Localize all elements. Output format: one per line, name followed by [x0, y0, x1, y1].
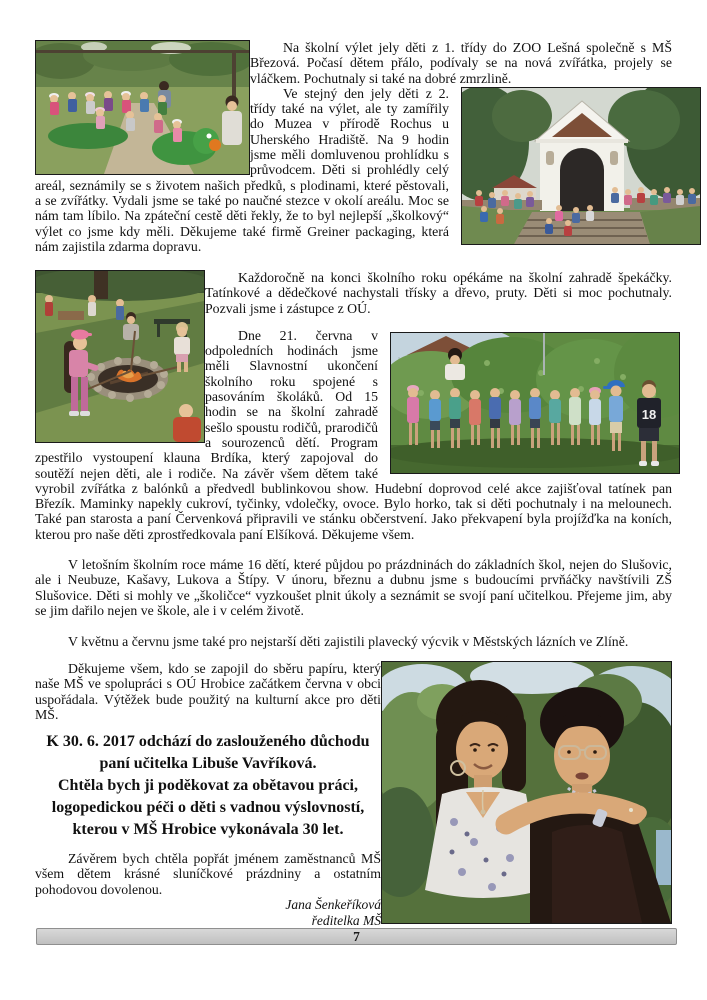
campfire-photo — [35, 270, 205, 443]
article-farewell — [35, 655, 672, 928]
article-garden-events — [35, 270, 672, 542]
chapel-steps-photo — [461, 87, 701, 245]
signature-name: Jana Šenkeříková — [285, 897, 381, 913]
signature-title: ředitelka MŠ — [311, 912, 381, 928]
paragraph-school-leavers: V letošním školním roce máme 16 dětí, které půjdou po prázdninách do základních škol, nejen do Slušovic, ale i Neubuze, Kašavy, Lukova a Štípy. V únoru, březnu a dubnu jsme s budoucími prvňáčky navštívili ZŠ Slušovice. Děti si mohly ve „školičce“ vyzkoušet plnit úkoly a seznámit se svojí paní učitelkou. Přejeme jim, aby se jim dařilo nejen ve škole, ale i v celém životě. — [35, 557, 672, 618]
paragraph-paper-collection: Děkujeme všem, kdo se zapojil do sběru papíru, který naše MŠ ve spolupráci s OÚ Hrobice začátkem června v obci uspořádala. Výtěžek bude použitý na kulturní akce pro děti MŠ. — [35, 661, 381, 722]
farewell-heading-line-thanks: Chtěla bych ji poděkovat za obětavou práci, logopedickou péči o děti s vadnou výslovností, kterou v MŠ Hrobice vykonávala 30 let. — [51, 777, 365, 839]
page-number: 7 — [353, 929, 360, 944]
svg-text:18: 18 — [641, 406, 657, 422]
paragraph-year-end-ceremony: 18 Dne 21. června v odpoledních hodinách jsme měli Slavnostní ukončení školního roku spojené s pasováním školáků. Od 15 hodin se na školní zahradě sešlo spoustu rodičů, prarodičů a sourozenců dětí. Program zpestřilo vystoupení klauna Brdíka, který zapojoval do soutěží nejen děti, ale i rodiče. Na závěr všem dětem také vyrobil zvířátka z balónků a předvedl bublinkovou show. Hudební doprovod celé akce zajišťoval tatínek pan Březík. Maminky napekly cukroví, tyčinky, vdolečky, ovoce. Bylo horko, tak si děti pochutnaly i na melounech. Také pan starosta a paní Červenková připravili ve stánku občerstvení. Jako překvapení byla projížďka na koních, kterou pro naše děti zprostředkovala paní Elšíková. Děkujeme všem. — [35, 328, 672, 542]
paragraph-swimming: V květnu a červnu jsme také pro nejstarší děti zajistili plavecký výcvik v Městských lázních ve Zlíně. — [68, 634, 629, 650]
paragraph-campfire: Každoročně na konci školního roku opékáme na školní zahradě špekáčky. Tatínkové a dědečkové nachystali třísky a dřevo, pruty. Děti si moc pochutnaly. Pozvali jsme i zástupce z OÚ. — [205, 270, 672, 316]
article-zoo-trip — [35, 40, 672, 254]
retiring-teacher-photo — [381, 661, 672, 924]
paragraph-rochus-trip: Ve stejný den jely děti z 2. třídy také na výlet, ale ty zamířily do Muzea v přírodě Rochus u Uherského Hradiště. Na 9 hodin jsme měli domluvenou prohlídku s průvodcem. Děti si prohlédly celý areál, seznámily se s životem našich předků, s plodinami, které pěstovali, a se zvířátky. Vydali jsme se také po naučné stezce v okolí areálu. Moc se nám tam líbilo. Na zpáteční cestě děti řekly, že to byl nejlepší „školkový“ výlet co jsme kdy měli. Děkujeme také firmě Greiner packaging, která nám zajistila zdarma dopravu. — [35, 86, 672, 254]
page-number-bar — [36, 928, 677, 945]
paragraph-zoo-trip: Na školní výlet jely děti z 1. třídy do ZOO Lešná společně s MŠ Březová. Počasí dětem přálo, podívaly se na nová zvířátka, projely se vláčkem. Pochutnaly si také na dobré zmrzlině. — [250, 40, 672, 86]
kids-on-caterpillar-photo — [35, 40, 250, 175]
article-school-leavers — [35, 557, 672, 649]
children-lineup-photo — [390, 332, 680, 474]
paragraph-closing-wishes: Závěrem bych chtěla popřát jménem zaměstnanců MŠ všem dětem krásné sluníčkové prázdniny a ostatním pohodovou dovolenou. — [35, 851, 381, 897]
farewell-heading-line-retirement: K 30. 6. 2017 odchází do zaslouženého důchodu paní učitelka Libuše Vavříková. — [46, 733, 370, 773]
